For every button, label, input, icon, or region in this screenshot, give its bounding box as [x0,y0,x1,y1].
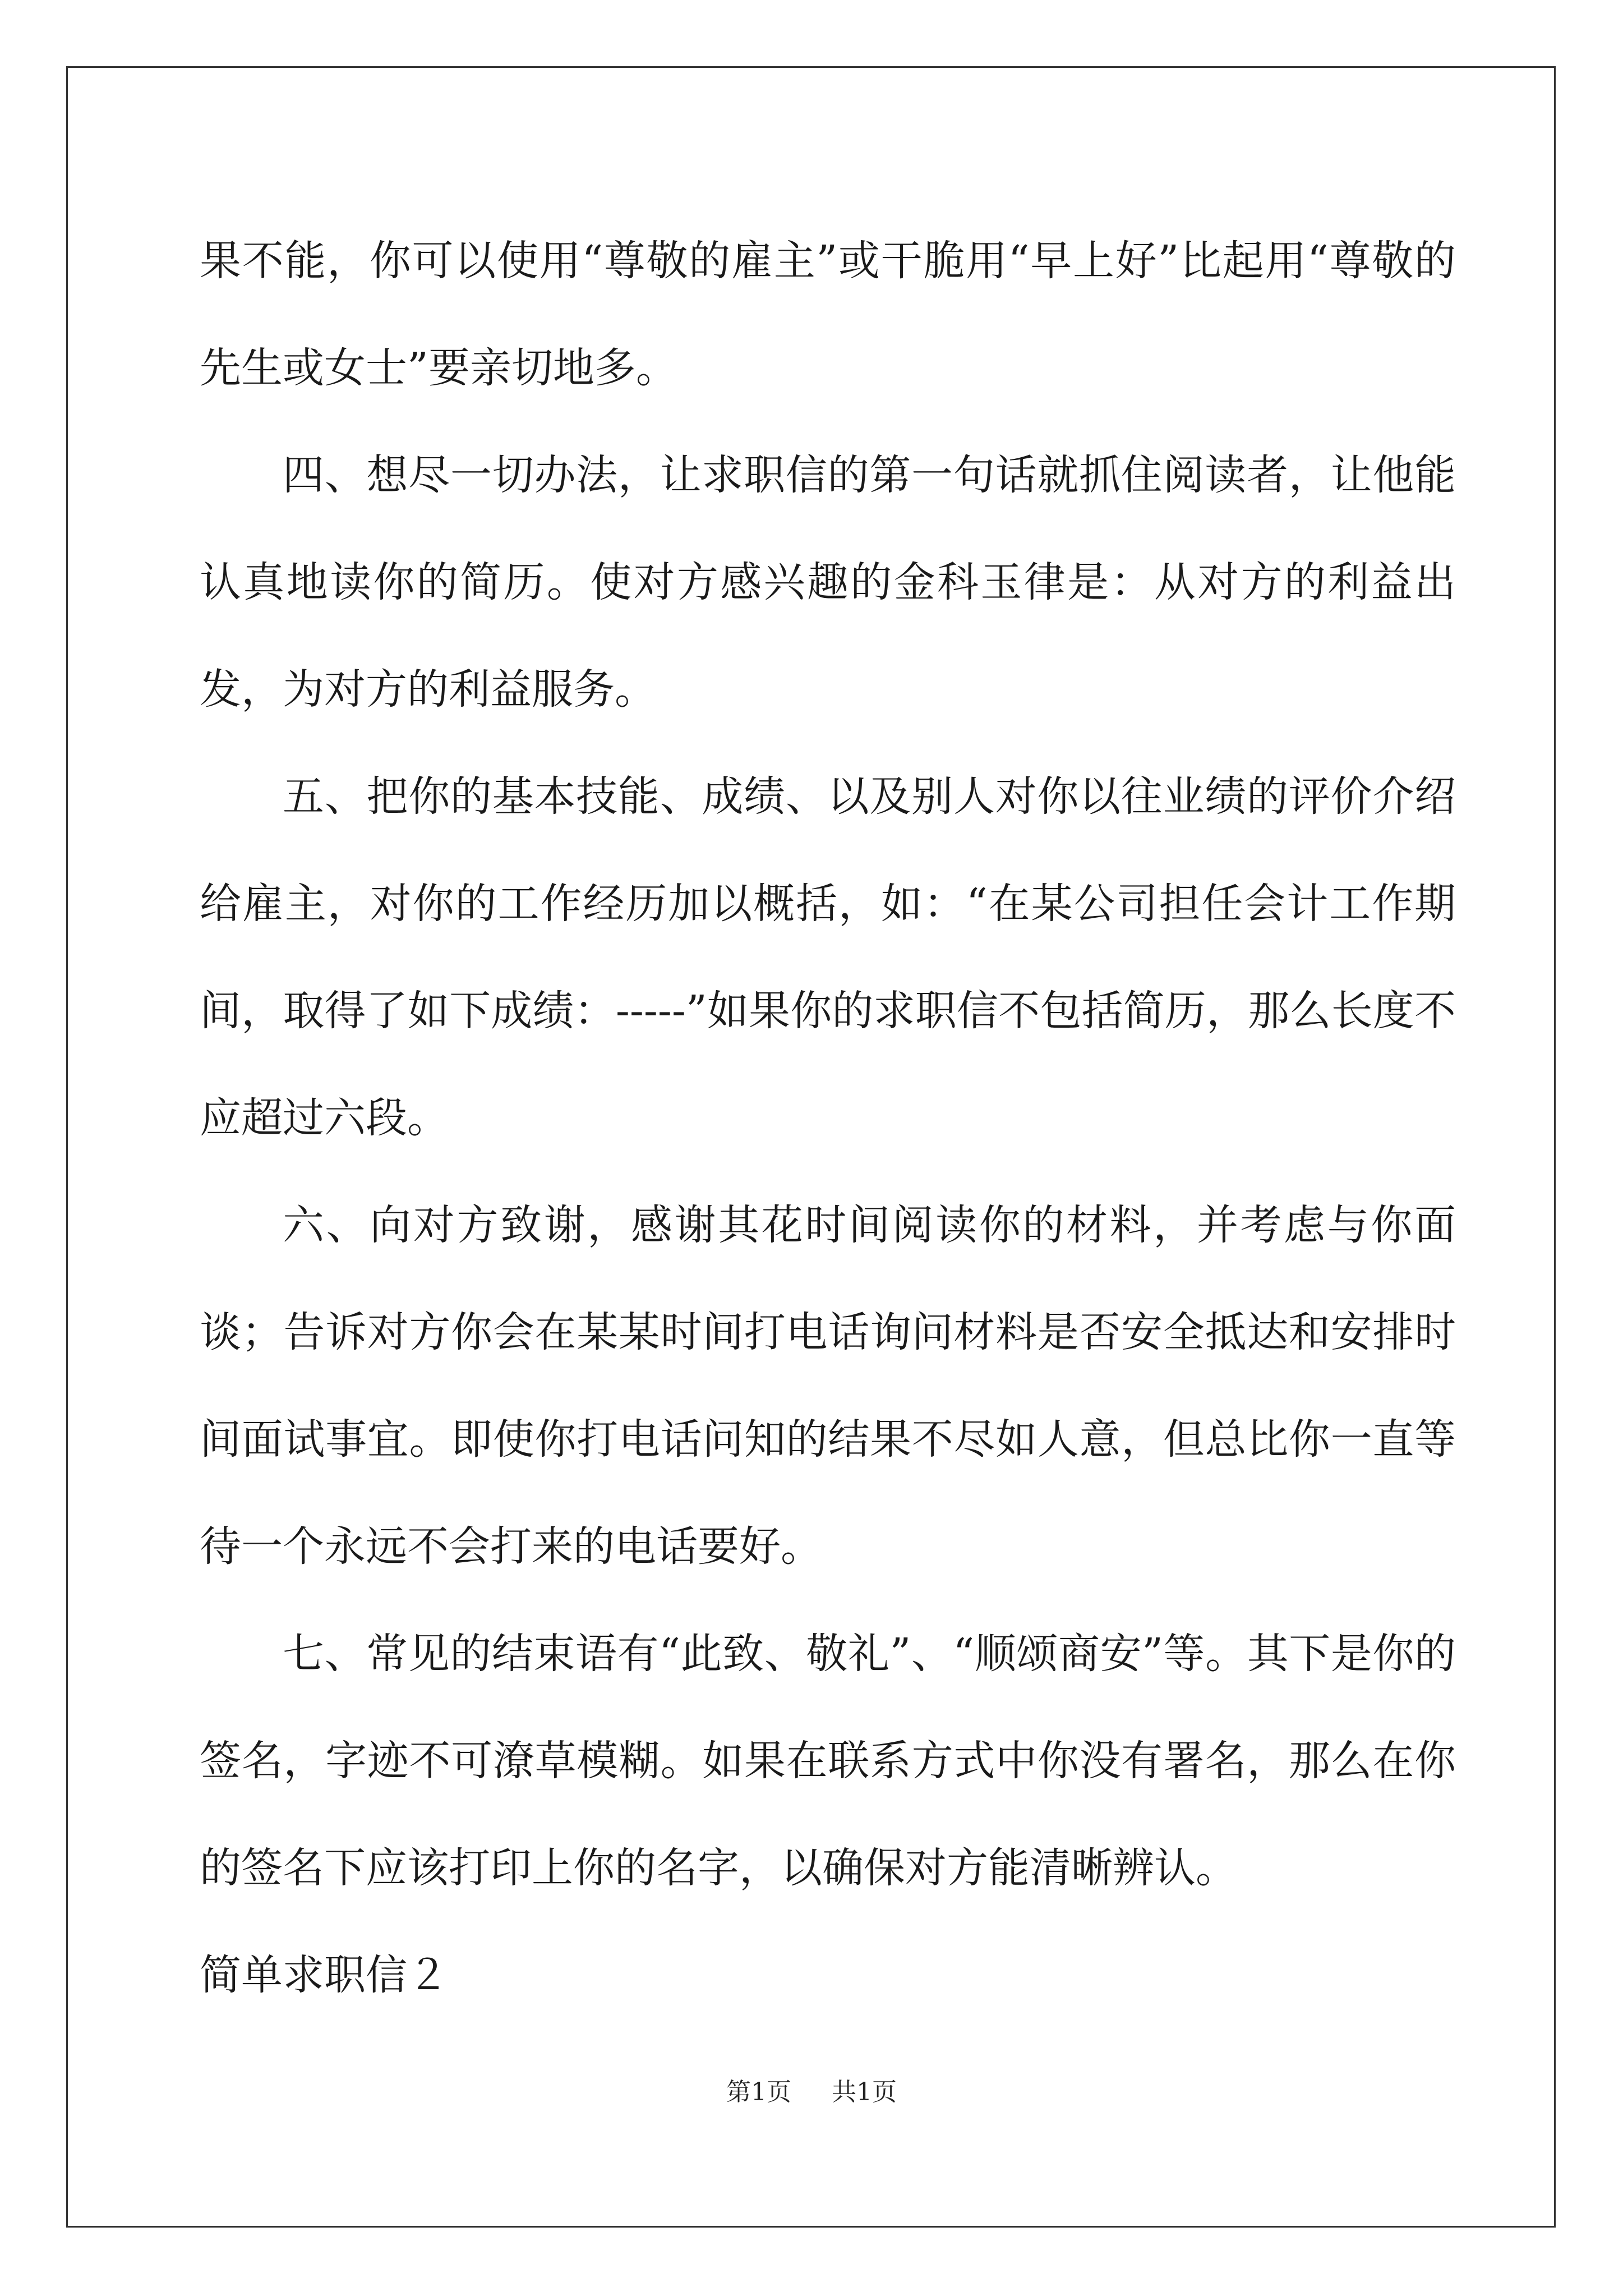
document-body [200,208,1456,2029]
paragraph-4: 六、向对方致谢，感谢其花时间阅读你的材料，并考虑与你面谈；告诉对方你会在某某时间打电话询问材料是否安全抵达和安排时间面试事宜。即使你打电话问知的结果不尽如人意，但总比你一直等待一个永远不会打来的电话要好。 [200,1201,1456,1571]
page-total: 共1页 [832,2078,897,2106]
paragraph-2: 四、想尽一切办法，让求职信的第一句话就抓住阅读者，让他能认真地读你的简历。使对方感兴趣的金科玉律是：从对方的利益出发，为对方的利益服务。 [200,451,1456,714]
section-heading: 简单求职信２ [200,1951,449,1999]
paragraph-3: 五、把你的基本技能、成绩、以及别人对你以往业绩的评价介绍给雇主，对你的工作经历加以概括，如：“在某公司担任会计工作期间，取得了如下成绩：-----”如果你的求职信不包括简历，那么长度不应超过六段。 [200,772,1456,1142]
page-number: 第1页 [726,2078,791,2106]
page-footer [0,2076,1623,2109]
paragraph-1: 果不能，你可以使用“尊敬的雇主”或干脆用“早上好”比起用“尊敬的先生或女士”要亲切地多。 [200,237,1456,392]
paragraph-5: 七、常见的结束语有“此致、敬礼”、“顺颂商安”等。其下是你的签名，字迹不可潦草模糊。如果在联系方式中你没有署名，那么在你的签名下应该打印上你的名字，以确保对方能清晰辨认。 [200,1630,1456,1892]
